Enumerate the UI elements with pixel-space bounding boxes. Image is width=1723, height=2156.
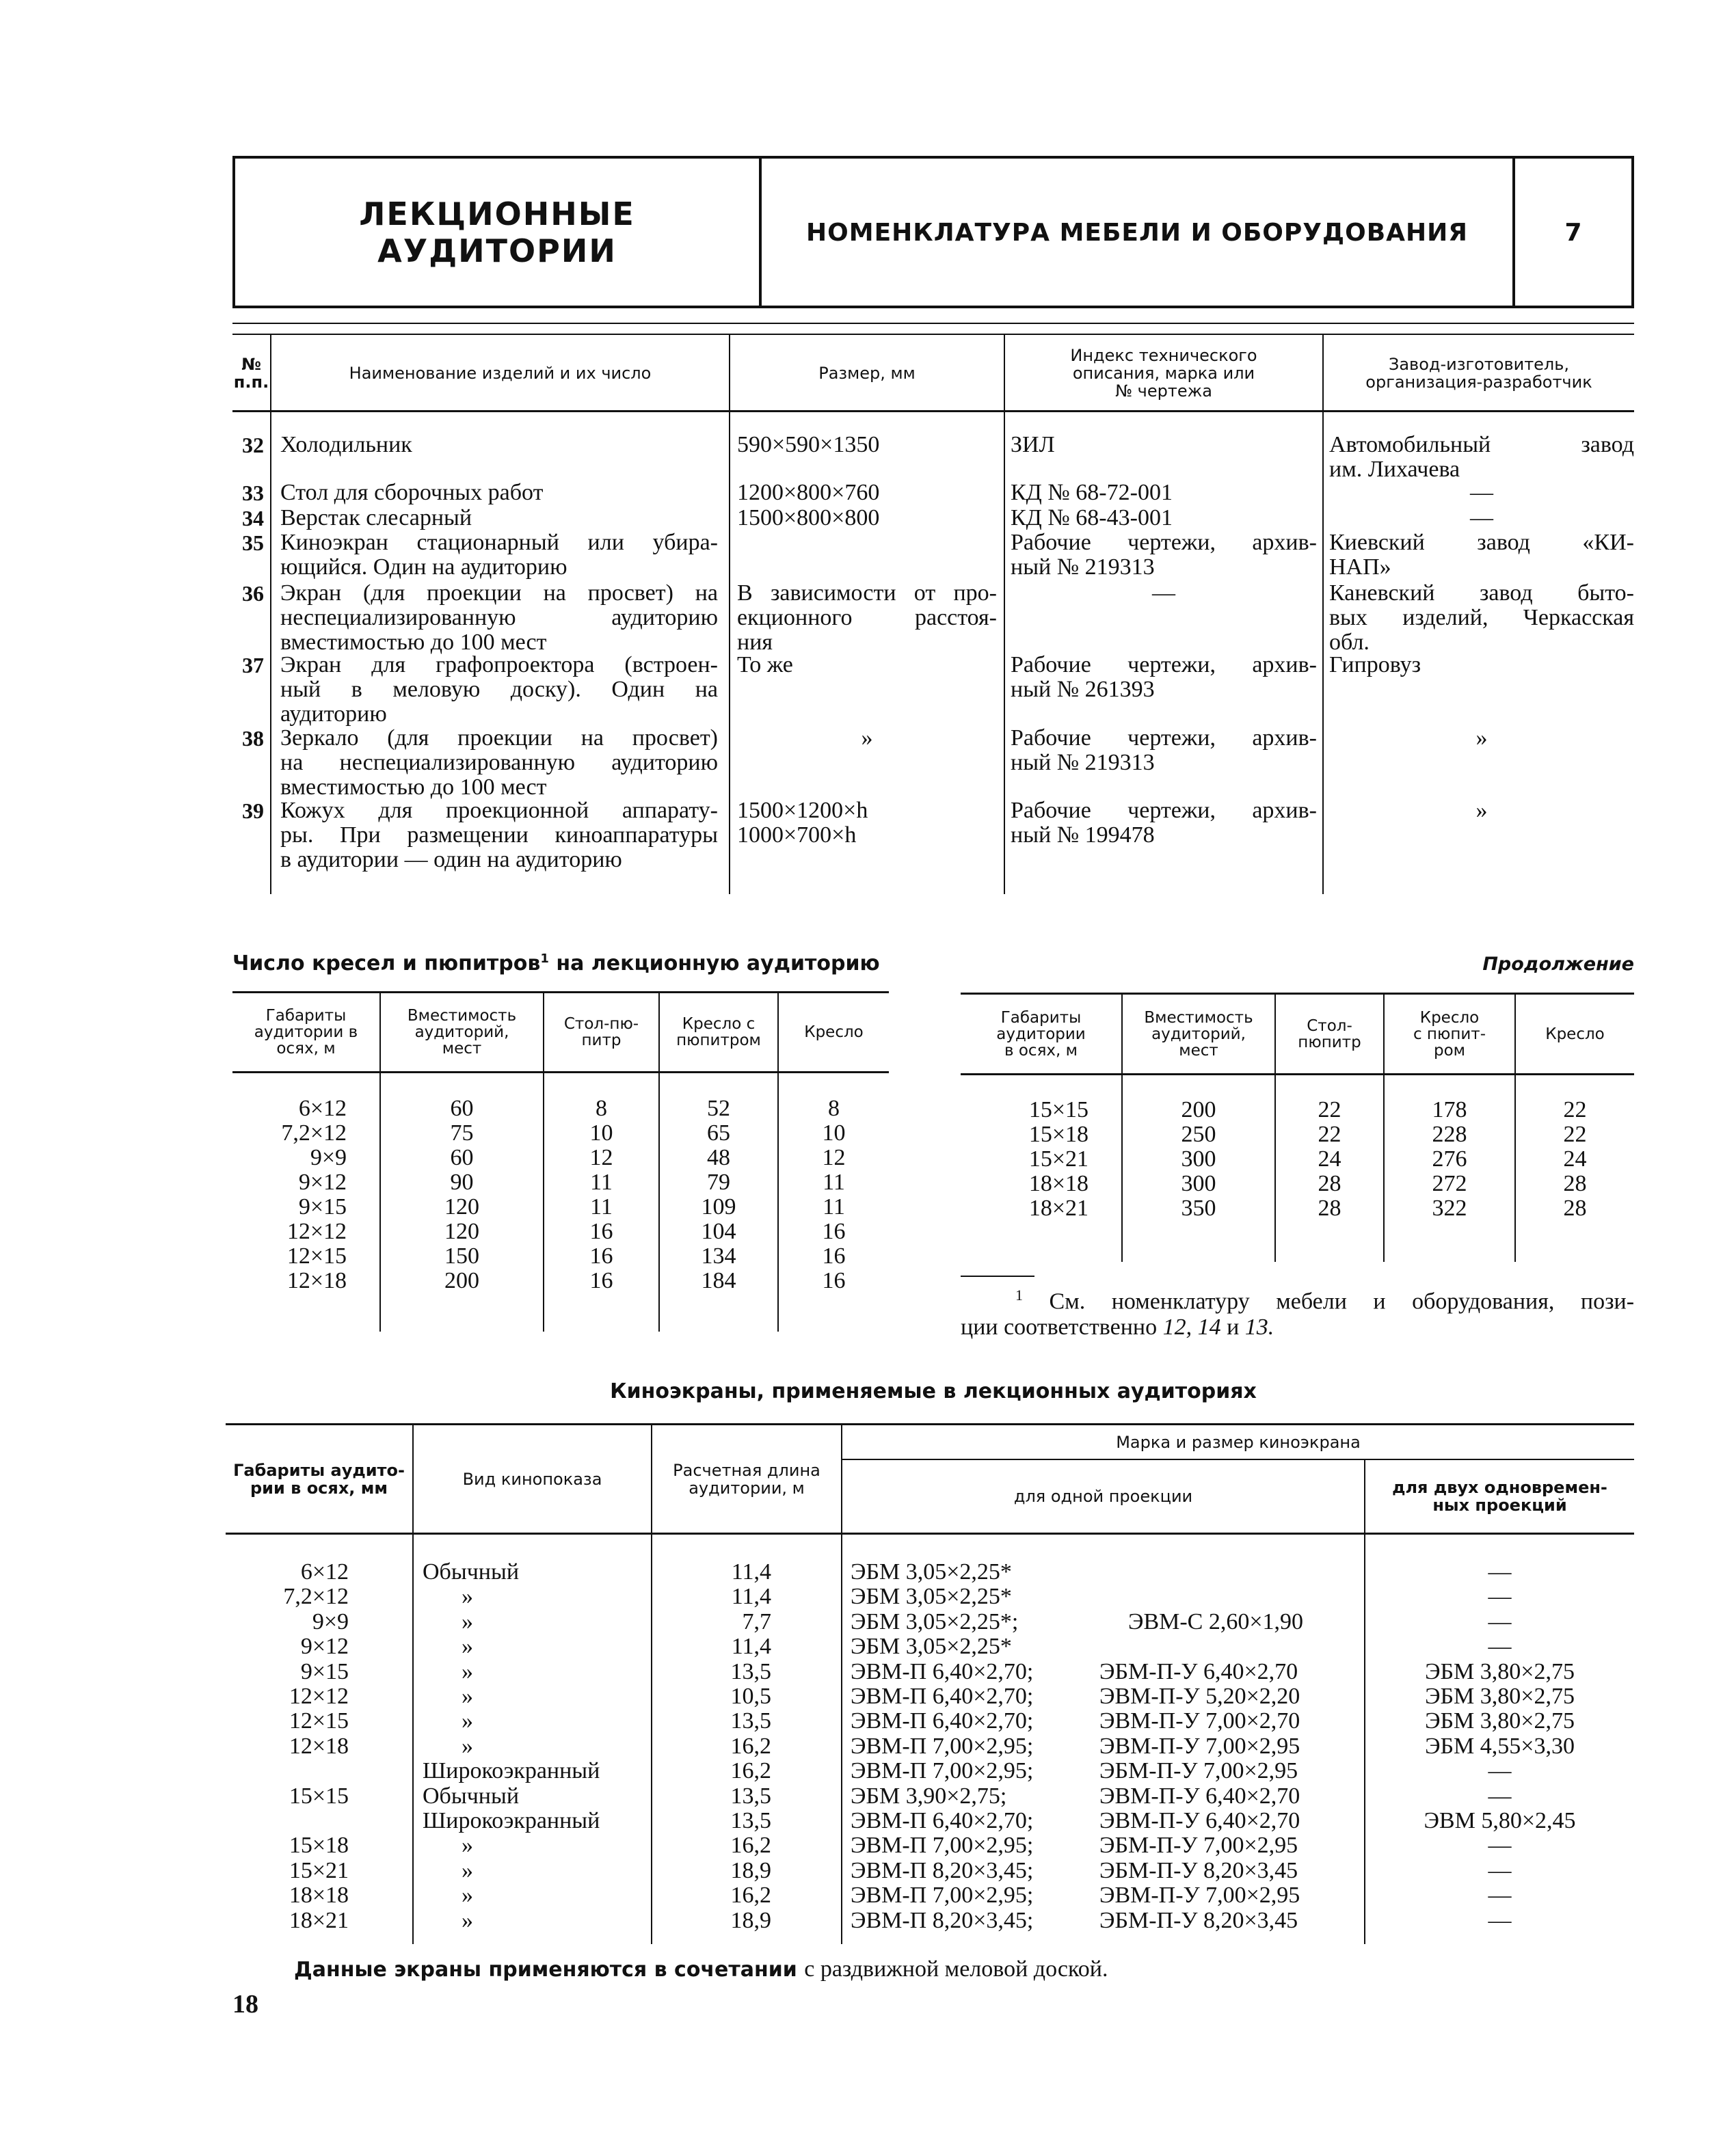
screens-header-single: для одной проекции bbox=[1013, 1487, 1193, 1506]
screens-length: 13,5 bbox=[730, 1783, 771, 1809]
cell-index: Рабочие чертежи, архив- bbox=[1011, 798, 1317, 823]
header-line: пюпитр bbox=[1298, 1034, 1361, 1051]
cell-name: вместимостью до 100 мест bbox=[280, 774, 547, 800]
screens-single-a: ЭБМ 3,05×2,25*; bbox=[851, 1608, 1019, 1634]
cell-maker: Киевский завод «КИ- bbox=[1329, 530, 1634, 555]
cell-size: екционного расстоя- bbox=[737, 605, 997, 630]
screens-dims: 15×15 bbox=[289, 1783, 349, 1809]
header-line: с пюпит- bbox=[1413, 1025, 1486, 1043]
cell-index: ный № 261393 bbox=[1011, 677, 1155, 702]
row-number: 32 bbox=[242, 433, 264, 457]
header-line: аудиторий, bbox=[414, 1023, 509, 1041]
screens-double: ЭБМ 4,55×3,30 bbox=[1425, 1733, 1575, 1759]
seats-cell: 134 bbox=[701, 1243, 736, 1269]
seats-cell: 11 bbox=[823, 1170, 845, 1195]
seats-cell: 52 bbox=[707, 1096, 730, 1121]
seats-col-header bbox=[1385, 995, 1514, 1073]
seats-cell: 120 bbox=[444, 1194, 479, 1220]
row-number: 39 bbox=[242, 798, 264, 823]
cell-size: 1500×1200×h bbox=[737, 798, 868, 823]
screens-kind: » bbox=[462, 1684, 473, 1709]
seats-cell: 200 bbox=[444, 1268, 479, 1293]
seats-cell: 300 bbox=[1181, 1171, 1216, 1196]
page-number: 18 bbox=[232, 1990, 258, 2019]
cell-maker: Гипровуз bbox=[1329, 652, 1421, 677]
cell-maker: НАП» bbox=[1329, 554, 1391, 580]
row-number: 38 bbox=[242, 726, 264, 751]
seats-cell: 15×21 bbox=[1028, 1146, 1088, 1172]
seats-cell: 276 bbox=[1432, 1146, 1467, 1172]
seats-cell: 28 bbox=[1563, 1171, 1587, 1196]
screens-dims: 12×18 bbox=[289, 1733, 349, 1759]
screens-kind: » bbox=[462, 1634, 473, 1660]
cell-name: Стол для сборочных работ bbox=[280, 480, 544, 505]
seats-cell: 12 bbox=[822, 1145, 846, 1170]
seats-cell: 16 bbox=[589, 1243, 613, 1269]
col-header-size: Размер, мм bbox=[818, 364, 916, 383]
seats-col-header bbox=[232, 994, 379, 1070]
seats-cell: 11 bbox=[590, 1170, 613, 1195]
screens-single-b: ЭВМ-П-У 7,00×2,70 bbox=[1099, 1708, 1300, 1734]
screens-double: — bbox=[1488, 1857, 1512, 1883]
seats-cell: 10 bbox=[589, 1120, 613, 1146]
header-line: в осях, м bbox=[1004, 1042, 1078, 1060]
screens-kind: » bbox=[462, 1833, 473, 1859]
screens-single-b: ЭБМ-П-У 8,20×3,45 bbox=[1099, 1907, 1298, 1933]
seats-cell: 109 bbox=[701, 1194, 736, 1220]
header-line: ром bbox=[1433, 1042, 1466, 1060]
seats-cell: 60 bbox=[450, 1145, 474, 1170]
cell-name: на неспециализированную аудиторию bbox=[280, 750, 718, 775]
cell-size: 590×590×1350 bbox=[737, 432, 880, 457]
screens-kind: » bbox=[462, 1708, 473, 1734]
cell-size: 1200×800×760 bbox=[737, 480, 880, 505]
cell-maker: Каневский завод быто- bbox=[1329, 580, 1634, 606]
seats-cell: 9×12 bbox=[298, 1170, 347, 1195]
cell-name: Киноэкран стационарный или убира- bbox=[280, 530, 718, 555]
screens-double: — bbox=[1488, 1833, 1512, 1859]
seats-cell: 18×18 bbox=[1028, 1171, 1088, 1196]
seats-cell: 60 bbox=[450, 1096, 474, 1121]
cell-name: ный в меловую доску). Один на bbox=[280, 677, 718, 702]
cell-name: в аудитории — один на аудиторию bbox=[280, 847, 622, 872]
screens-single-a: ЭВМ-П 8,20×3,45; bbox=[851, 1907, 1034, 1933]
screens-single-a: ЭВМ-П 6,40×2,70; bbox=[851, 1708, 1034, 1734]
seats-cell: 6×12 bbox=[298, 1096, 347, 1121]
cell-name: неспециализированную аудиторию bbox=[280, 605, 718, 630]
screens-single-a: ЭВМ-П 7,00×2,95; bbox=[851, 1883, 1034, 1909]
cell-name: Экран (для проекции на просвет) на bbox=[280, 580, 718, 606]
screens-double: — bbox=[1488, 1584, 1512, 1610]
row-number: 35 bbox=[242, 530, 264, 555]
cell-name: Кожух для проекционной аппарату- bbox=[280, 798, 718, 823]
seats-cell: 300 bbox=[1181, 1146, 1216, 1172]
cell-index: Рабочие чертежи, архив- bbox=[1011, 725, 1317, 751]
seats-title: Число кресел и пюпитров$^1$ на лекционную аудиторию bbox=[232, 952, 880, 975]
seats-cell: 350 bbox=[1181, 1196, 1216, 1221]
cell-index: ный № 199478 bbox=[1011, 822, 1155, 848]
seats-cell: 200 bbox=[1181, 1097, 1216, 1122]
cell-name: ры. При размещении киноаппаратуры bbox=[280, 822, 718, 848]
cell-maker: обл. bbox=[1329, 630, 1370, 655]
cell-maker: » bbox=[1475, 725, 1488, 751]
seats-cell: 22 bbox=[1563, 1122, 1587, 1147]
seats-cell: 8 bbox=[828, 1096, 840, 1121]
cell-name: ющийся. Один на аудиторию bbox=[280, 554, 567, 580]
screens-single-a: ЭБМ 3,05×2,25* bbox=[851, 1559, 1012, 1585]
seats-cell: 9×9 bbox=[310, 1145, 347, 1170]
screens-single-b: ЭВМ-П-У 6,40×2,70 bbox=[1099, 1808, 1300, 1833]
seats-cell: 48 bbox=[707, 1145, 730, 1170]
cell-index: ный № 219313 bbox=[1011, 750, 1155, 775]
header-line: Вместимость bbox=[1144, 1009, 1253, 1027]
screens-double: — bbox=[1488, 1559, 1512, 1585]
row-number: 37 bbox=[242, 653, 264, 677]
seats-cell: 9×15 bbox=[298, 1194, 347, 1220]
row-number: 33 bbox=[242, 481, 264, 505]
seats-cell: 28 bbox=[1318, 1171, 1341, 1196]
screens-single-a: ЭВМ-П 7,00×2,95; bbox=[851, 1833, 1034, 1859]
screens-single-b: ЭВМ-П-У 6,40×2,70 bbox=[1099, 1783, 1300, 1809]
cell-index: Рабочие чертежи, архив- bbox=[1011, 652, 1317, 677]
screens-header-double: для двух одновремен- ных проекций bbox=[1392, 1478, 1607, 1515]
cell-size: 1000×700×h bbox=[737, 822, 857, 848]
cell-maker: » bbox=[1475, 798, 1488, 823]
screens-length: 13,5 bbox=[730, 1658, 771, 1684]
seats-cell: 22 bbox=[1318, 1122, 1341, 1147]
seats-cell: 150 bbox=[444, 1243, 479, 1269]
screens-single-a: ЭВМ-П 6,40×2,70; bbox=[851, 1684, 1034, 1709]
screens-header-dims: Габариты аудито- рии в осях, мм bbox=[233, 1461, 405, 1498]
screens-single-b: ЭВМ-П-У 7,00×2,95 bbox=[1099, 1883, 1300, 1909]
screens-single-a: ЭБМ 3,05×2,25* bbox=[851, 1634, 1012, 1660]
screens-single-b bbox=[1099, 1634, 1363, 1659]
cell-name: вместимостью до 100 мест bbox=[280, 630, 547, 655]
screens-dims: 7,2×12 bbox=[283, 1584, 349, 1610]
screens-single-b bbox=[1099, 1560, 1363, 1585]
seats-cell: 75 bbox=[450, 1120, 474, 1146]
seats-cell: 65 bbox=[707, 1120, 730, 1146]
screens-single-a: ЭБМ 3,05×2,25* bbox=[851, 1584, 1012, 1610]
screens-single-b: ЭБМ-П-У 6,40×2,70 bbox=[1099, 1658, 1298, 1684]
screens-length: 16,2 bbox=[730, 1883, 771, 1909]
screens-header-length: Расчетная длина аудитории, м bbox=[673, 1461, 820, 1498]
screens-kind: Широкоэкранный bbox=[423, 1758, 600, 1784]
header-line: аудитории в bbox=[254, 1023, 358, 1041]
screens-dims bbox=[226, 1759, 349, 1783]
screens-dims: 9×15 bbox=[300, 1658, 349, 1684]
cell-size: ния bbox=[737, 630, 773, 655]
screens-length: 16,2 bbox=[730, 1833, 771, 1859]
seats-col-header bbox=[381, 994, 543, 1070]
seats-cell: 7,2×12 bbox=[281, 1120, 347, 1146]
seats-cell: 12×15 bbox=[286, 1243, 347, 1269]
col-header-index: Индекс технического описания, марка или № чертежа bbox=[1070, 346, 1257, 401]
screens-dims: 9×9 bbox=[312, 1608, 349, 1634]
cell-name: аудиторию bbox=[280, 701, 387, 727]
cell-size: » bbox=[861, 725, 873, 751]
seats-cell: 22 bbox=[1563, 1097, 1587, 1122]
cell-maker: им. Лихачева bbox=[1329, 457, 1460, 482]
seats-cell: 24 bbox=[1563, 1146, 1587, 1172]
header-line: осях, м bbox=[276, 1040, 336, 1057]
seats-cell: 11 bbox=[590, 1194, 613, 1220]
screens-dims bbox=[226, 1809, 349, 1833]
header-line: аудиторий, bbox=[1151, 1025, 1246, 1043]
screens-kind: » bbox=[462, 1907, 473, 1933]
screens-kind: » bbox=[462, 1584, 473, 1610]
header-line: Габариты bbox=[265, 1007, 347, 1025]
cell-maker: вых изделий, Черкасская bbox=[1329, 605, 1634, 630]
seats-col-header bbox=[1276, 995, 1383, 1073]
screens-length: 16,2 bbox=[730, 1758, 771, 1784]
cell-name: Экран для графопроектора (встроен- bbox=[280, 652, 718, 677]
screens-kind: » bbox=[462, 1733, 473, 1759]
screens-single-a: ЭВМ-П 7,00×2,95; bbox=[851, 1733, 1034, 1759]
screens-single-a: ЭВМ-П 8,20×3,45; bbox=[851, 1857, 1034, 1883]
screens-double: — bbox=[1488, 1634, 1512, 1660]
cell-name: Холодильник bbox=[280, 432, 412, 457]
seats-cell: 24 bbox=[1318, 1146, 1341, 1172]
cell-size: В зависимости от про- bbox=[737, 580, 997, 606]
screens-single-b bbox=[1099, 1585, 1363, 1609]
screens-dims: 12×15 bbox=[289, 1708, 349, 1734]
screens-kind: » bbox=[462, 1658, 473, 1684]
screens-length: 18,9 bbox=[730, 1907, 771, 1933]
screens-single-b: ЭВМ-С 2,60×1,90 bbox=[1128, 1608, 1304, 1634]
seats-cell: 250 bbox=[1181, 1122, 1216, 1147]
seats-cell: 178 bbox=[1432, 1097, 1467, 1122]
col-header-name: Наименование изделий и их число bbox=[349, 364, 652, 383]
seats-cell: 28 bbox=[1563, 1196, 1587, 1221]
screens-length: 11,4 bbox=[731, 1559, 771, 1585]
screens-dims: 18×21 bbox=[289, 1907, 349, 1933]
seats-cell: 15×18 bbox=[1028, 1122, 1088, 1147]
seats-cell: 22 bbox=[1318, 1097, 1341, 1122]
header-line: Стол-пю- bbox=[563, 1015, 639, 1033]
seats-cell: 15×15 bbox=[1028, 1097, 1088, 1122]
screens-kind: Обычный bbox=[423, 1559, 520, 1585]
header-line: Кресло bbox=[1419, 1009, 1480, 1027]
header-line: Кресло bbox=[1545, 1025, 1605, 1043]
header-line: пюпитром bbox=[676, 1032, 761, 1049]
row-number: 34 bbox=[242, 506, 264, 530]
screens-single-a: ЭБМ 3,90×2,75; bbox=[851, 1783, 1007, 1809]
screens-single-b: ЭВМ-П-У 5,20×2,20 bbox=[1099, 1684, 1300, 1709]
screens-double: — bbox=[1488, 1758, 1512, 1784]
screens-length: 11,4 bbox=[731, 1634, 771, 1660]
seats-cell: 184 bbox=[701, 1268, 736, 1293]
header-line: Вместимость bbox=[407, 1007, 517, 1025]
screens-header-kind: Вид кинопоказа bbox=[462, 1470, 602, 1489]
seats-cell: 8 bbox=[596, 1096, 607, 1121]
sheet-number: 7 bbox=[1564, 218, 1582, 247]
screens-single-b: ЭБМ-П-У 8,20×3,45 bbox=[1099, 1857, 1298, 1883]
seats-cell: 16 bbox=[589, 1268, 613, 1293]
header-line: аудитории bbox=[996, 1025, 1086, 1043]
cell-index: — bbox=[1152, 580, 1175, 606]
seats-cell: 79 bbox=[707, 1170, 730, 1195]
seats-cell: 16 bbox=[822, 1243, 846, 1269]
seats-cell: 228 bbox=[1432, 1122, 1467, 1147]
screens-single-b: ЭВМ-П-У 7,00×2,95 bbox=[1099, 1733, 1300, 1759]
cell-name: Зеркало (для проекции на просвет) bbox=[280, 725, 718, 751]
header-line: Кресло с bbox=[682, 1015, 756, 1033]
seats-cell: 11 bbox=[823, 1194, 845, 1220]
screens-double: — bbox=[1488, 1907, 1512, 1933]
seats-cell: 272 bbox=[1432, 1171, 1467, 1196]
screens-single-a: ЭВМ-П 6,40×2,70; bbox=[851, 1808, 1034, 1833]
seats-cell: 120 bbox=[444, 1219, 479, 1244]
screens-dims: 6×12 bbox=[300, 1559, 349, 1585]
screens-length: 13,5 bbox=[730, 1708, 771, 1734]
cell-maker: — bbox=[1470, 480, 1493, 505]
screens-dims: 15×18 bbox=[289, 1833, 349, 1859]
seats-col-header bbox=[961, 995, 1121, 1073]
seats-col-header bbox=[779, 994, 889, 1070]
seats-col-header bbox=[544, 994, 658, 1070]
seats-cell: 10 bbox=[822, 1120, 846, 1146]
header-line: Стол- bbox=[1307, 1017, 1352, 1035]
screens-length: 10,5 bbox=[730, 1684, 771, 1709]
seats-cell: 12×12 bbox=[286, 1219, 347, 1244]
screens-kind: Обычный bbox=[423, 1783, 520, 1809]
screens-double: ЭБМ 3,80×2,75 bbox=[1425, 1708, 1575, 1734]
seats-cell: 12×18 bbox=[286, 1268, 347, 1293]
header-line: Кресло bbox=[804, 1023, 864, 1041]
screens-dims: 12×12 bbox=[289, 1684, 349, 1709]
seats-cell: 18×21 bbox=[1028, 1196, 1088, 1221]
seats-cell: 12 bbox=[589, 1145, 613, 1170]
cell-maker: — bbox=[1470, 505, 1493, 530]
cell-size: 1500×800×800 bbox=[737, 505, 880, 530]
cell-index: КД № 68-72-001 bbox=[1011, 480, 1173, 505]
screens-single-a: ЭВМ-П 6,40×2,70; bbox=[851, 1658, 1034, 1684]
cell-index: ный № 219313 bbox=[1011, 554, 1155, 580]
screens-double: ЭБМ 3,80×2,75 bbox=[1425, 1684, 1575, 1709]
seats-cell: 16 bbox=[822, 1219, 846, 1244]
screens-double: ЭВМ 5,80×2,45 bbox=[1424, 1808, 1576, 1833]
screens-single-a: ЭВМ-П 7,00×2,95; bbox=[851, 1758, 1034, 1784]
screens-dims: 18×18 bbox=[289, 1883, 349, 1909]
screens-dims: 15×21 bbox=[289, 1857, 349, 1883]
col-header-maker: Завод-изготовитель, организация-разработчик bbox=[1365, 355, 1592, 392]
seats-cell: 90 bbox=[450, 1170, 474, 1195]
header-line: питр bbox=[581, 1032, 622, 1049]
cell-size: То же bbox=[737, 652, 793, 677]
screens-length: 11,4 bbox=[731, 1584, 771, 1610]
col-header-num: № п.п. bbox=[233, 355, 269, 392]
footnote: $^1$ См. номенклатуру мебели и оборудования, пози- ции соответственно 12, 14 и 13. bbox=[961, 1286, 1635, 1340]
row-number: 36 bbox=[242, 581, 264, 606]
screens-dims: 9×12 bbox=[300, 1634, 349, 1660]
screens-kind: Широкоэкранный bbox=[423, 1808, 600, 1833]
section-title: ЛЕКЦИОННЫЕ АУДИТОРИИ bbox=[359, 196, 635, 269]
screens-double: — bbox=[1488, 1883, 1512, 1909]
seats-col-header bbox=[1123, 995, 1274, 1073]
screens-kind: » bbox=[462, 1883, 473, 1909]
seats-cell: 322 bbox=[1432, 1196, 1467, 1221]
cell-index: ЗИЛ bbox=[1011, 432, 1055, 457]
seats-cell: 16 bbox=[589, 1219, 613, 1244]
header-line: мест bbox=[442, 1040, 482, 1057]
screens-double: ЭБМ 3,80×2,75 bbox=[1425, 1658, 1575, 1684]
screens-length: 7,7 bbox=[742, 1608, 771, 1634]
sheet-title: НОМЕНКЛАТУРА МЕБЕЛИ И ОБОРУДОВАНИЯ bbox=[806, 218, 1468, 247]
screens-double: — bbox=[1488, 1783, 1512, 1809]
seats-cell: 28 bbox=[1318, 1196, 1341, 1221]
screens-length: 13,5 bbox=[730, 1808, 771, 1833]
screens-double: — bbox=[1488, 1608, 1512, 1634]
continuation-label: Продолжение bbox=[1482, 954, 1634, 975]
header-line: Габариты bbox=[1000, 1009, 1082, 1027]
cell-maker: Автомобильный завод bbox=[1329, 432, 1634, 457]
screens-length: 18,9 bbox=[730, 1857, 771, 1883]
seats-cell: 104 bbox=[701, 1219, 736, 1244]
screens-single-b: ЭБМ-П-У 7,00×2,95 bbox=[1099, 1758, 1298, 1784]
screens-length: 16,2 bbox=[730, 1733, 771, 1759]
seats-col-header bbox=[660, 994, 777, 1070]
seats-col-header bbox=[1516, 995, 1634, 1073]
cell-index: КД № 68-43-001 bbox=[1011, 505, 1173, 530]
screens-note: Данные экраны применяются в сочетании с раздвижной меловой доской. bbox=[294, 1956, 1108, 1982]
cell-index: Рабочие чертежи, архив- bbox=[1011, 530, 1317, 555]
screens-kind: » bbox=[462, 1608, 473, 1634]
screens-single-b: ЭБМ-П-У 7,00×2,95 bbox=[1099, 1833, 1298, 1859]
seats-cell: 16 bbox=[822, 1268, 846, 1293]
screens-title: Киноэкраны, применяемые в лекционных аудиториях bbox=[610, 1379, 1257, 1403]
header-line: мест bbox=[1179, 1042, 1218, 1060]
screens-header-mark: Марка и размер киноэкрана bbox=[1116, 1433, 1361, 1452]
screens-kind: » bbox=[462, 1857, 473, 1883]
cell-name: Верстак слесарный bbox=[280, 505, 472, 530]
